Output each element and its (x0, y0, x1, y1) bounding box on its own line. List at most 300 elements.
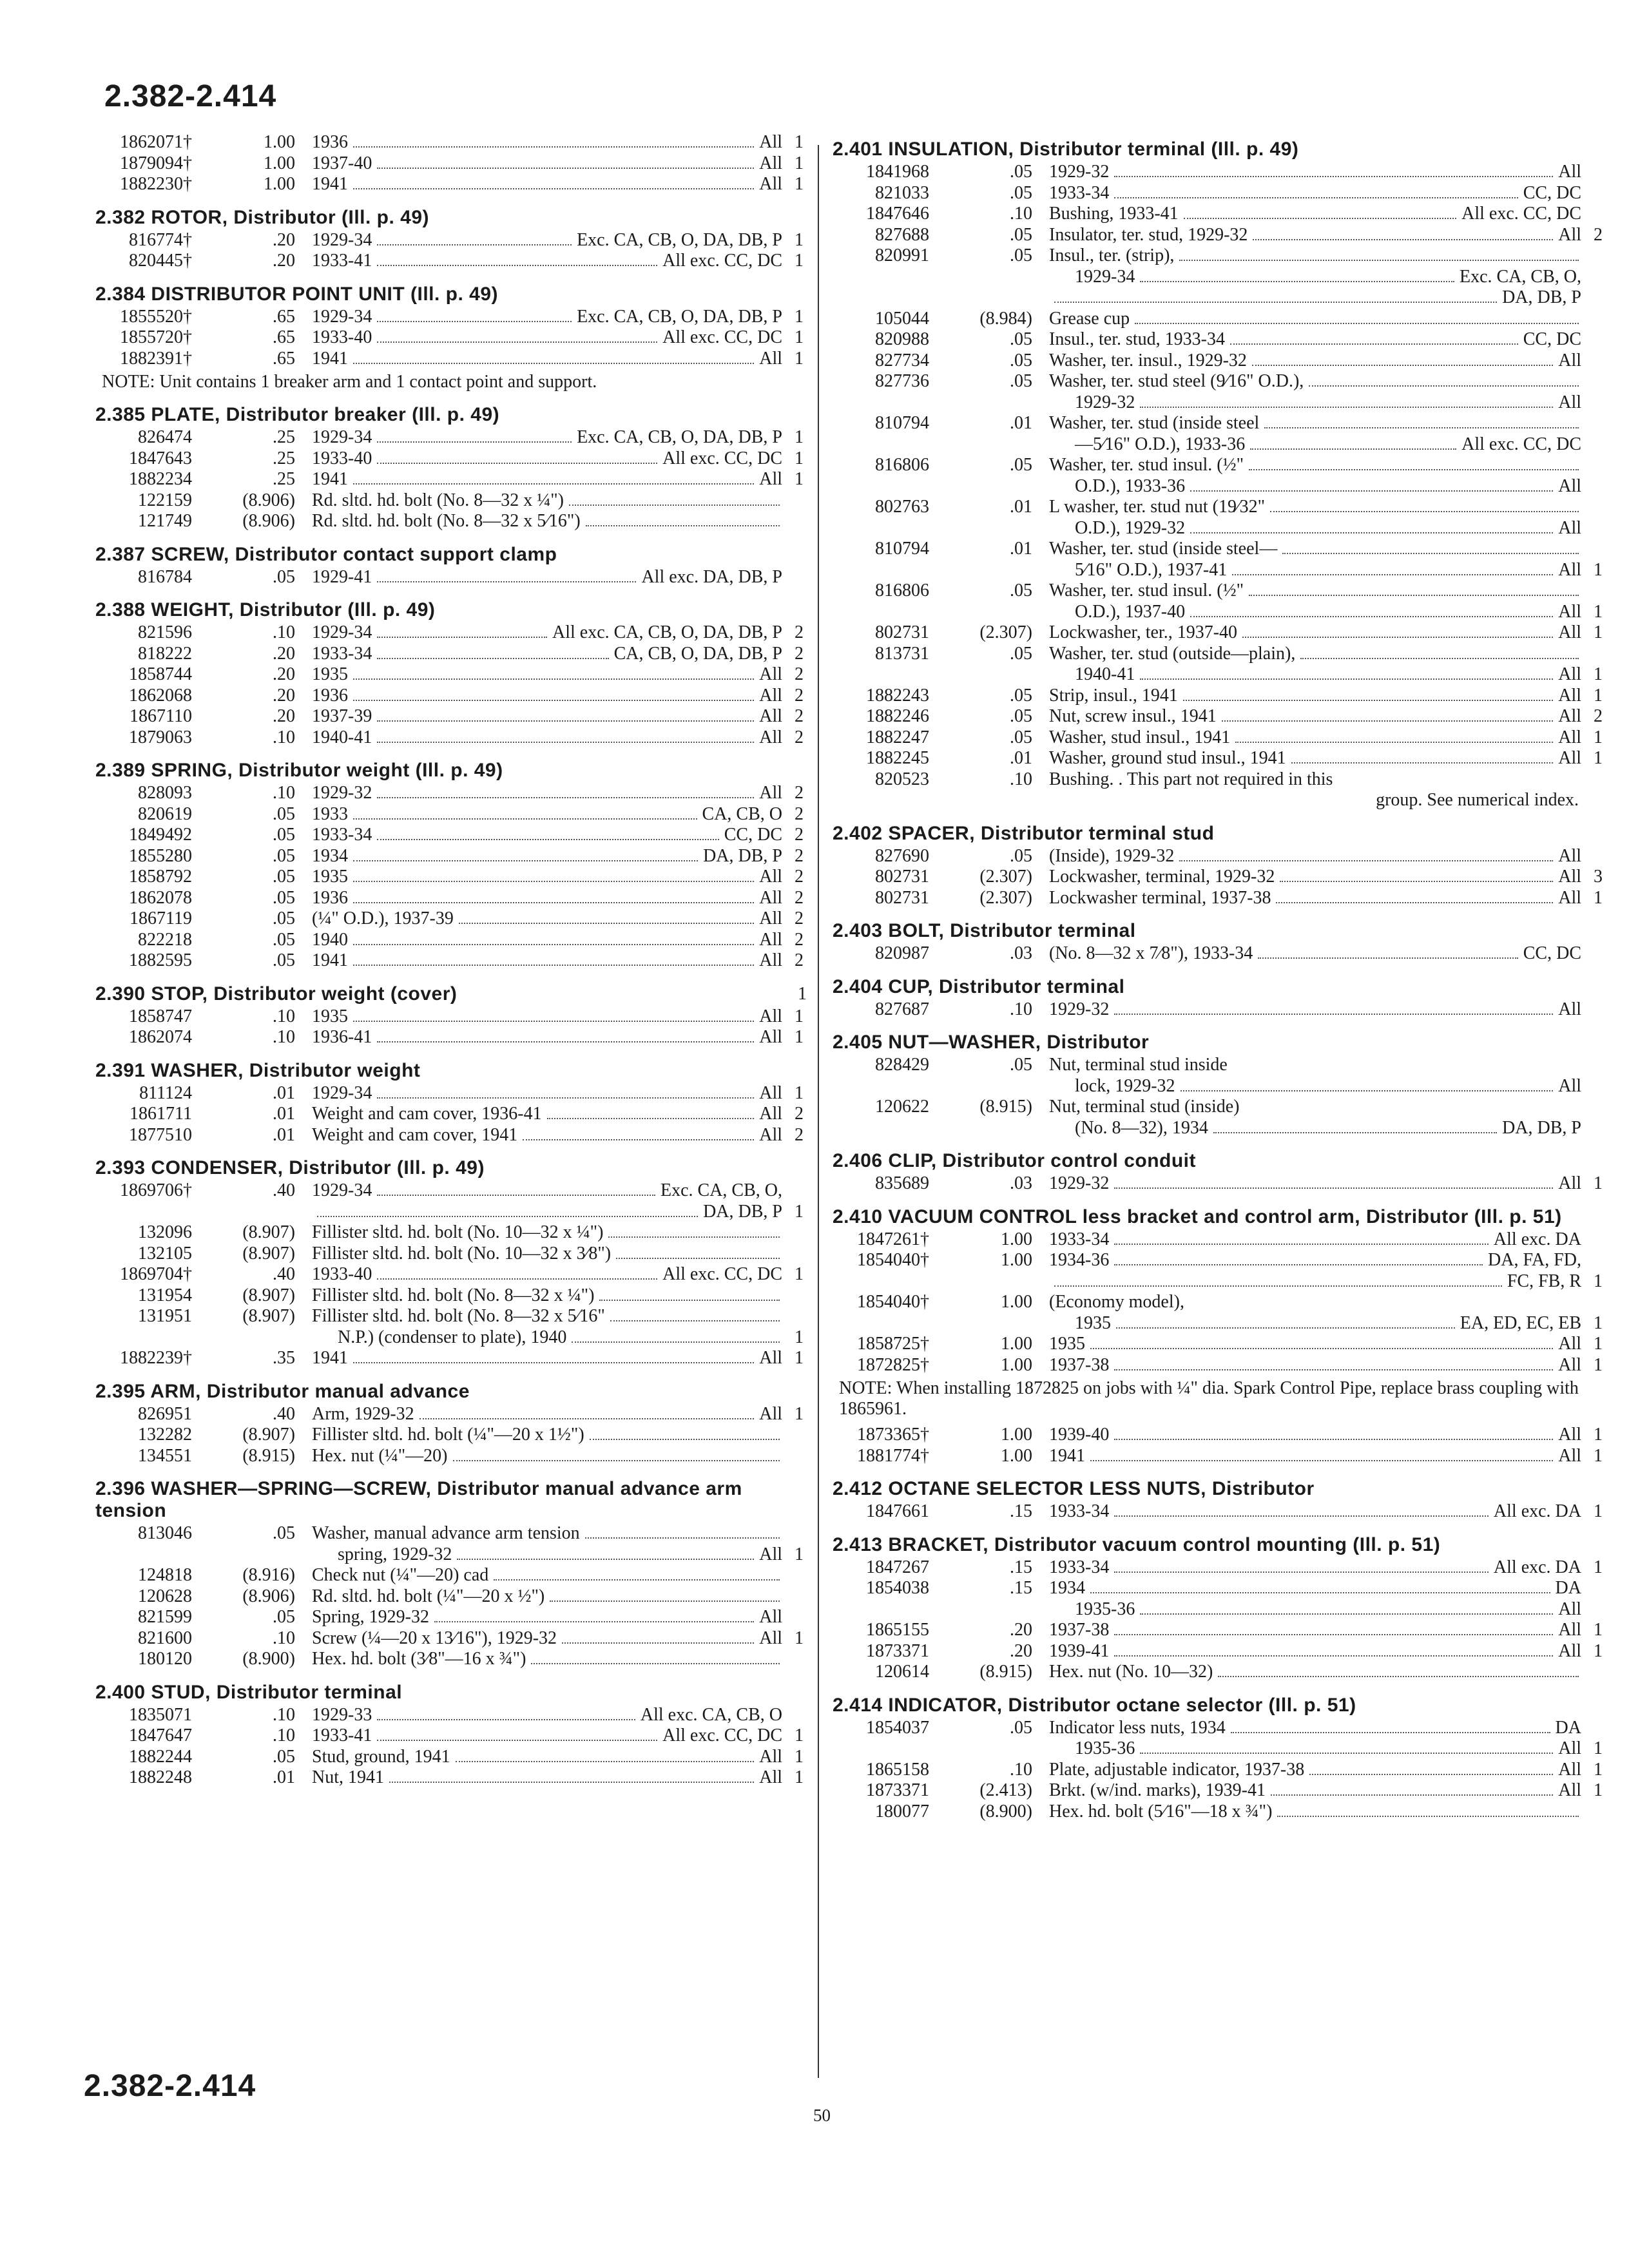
price: .25 (273, 448, 295, 468)
application: All (1556, 1425, 1581, 1446)
application: All (1556, 888, 1581, 909)
parts-row (826, 581, 1615, 602)
description-leader (312, 867, 782, 888)
dot-leader (1190, 616, 1553, 617)
part-number: 1847661 (866, 1501, 929, 1521)
description-leader (1049, 1334, 1581, 1355)
part-number: 180077 (875, 1801, 929, 1821)
part-number: 820987 (875, 943, 929, 963)
left-column (89, 132, 816, 1800)
description-leader (1075, 518, 1581, 539)
description-cell (312, 908, 782, 930)
part-number: 1862078 (129, 887, 192, 908)
quantity: 1 (1594, 1425, 1603, 1445)
part-number: 1865155 (866, 1620, 929, 1640)
section-heading: 2.400 STUD, Distributor terminal (95, 1681, 403, 1703)
dot-leader (1116, 1327, 1455, 1329)
description-cell (1049, 1578, 1581, 1599)
price: (8.906) (242, 490, 295, 510)
parts-section (826, 1032, 1615, 1139)
description-leader (312, 1649, 782, 1670)
description: 1935-36 (1075, 1738, 1137, 1760)
dot-leader (419, 1418, 755, 1419)
parts-section (89, 760, 816, 972)
description-cell (1049, 1173, 1581, 1195)
description-leader (1049, 727, 1581, 749)
application: DA, DB, P (700, 846, 782, 867)
parts-row (826, 497, 1615, 518)
parts-row (89, 1425, 816, 1446)
description: 1933-34 (1049, 1229, 1112, 1251)
price: .05 (273, 950, 295, 970)
parts-row (89, 1264, 816, 1285)
dot-leader (1242, 637, 1553, 638)
description-cell (1049, 1097, 1581, 1118)
description-cell (312, 1565, 782, 1586)
description-cell (1049, 162, 1581, 183)
price: .05 (273, 825, 295, 845)
description: 1934 (312, 846, 351, 867)
description-cell (312, 804, 782, 825)
section-title (833, 1150, 1615, 1172)
description: Rd. sltd. hd. bolt (No. 8—32 x 5⁄16") (312, 511, 583, 532)
price: (8.907) (242, 1285, 295, 1305)
description: 1933-41 (312, 1725, 374, 1747)
part-number: 1855280 (129, 845, 192, 866)
price: .05 (273, 1607, 295, 1627)
part-number: 802731 (875, 867, 929, 887)
application: All (1556, 846, 1581, 867)
description-leader (312, 1083, 782, 1104)
description-cell (1049, 245, 1581, 267)
application: CA, CB, O (700, 804, 782, 825)
description: 1941 (312, 1348, 351, 1369)
description: Washer, ground stud insul., 1941 (1049, 748, 1289, 769)
parts-row (826, 1738, 1615, 1760)
part-number: 1882247 (866, 727, 929, 747)
application: CC, DC (1521, 183, 1581, 204)
description-cell (312, 448, 782, 470)
price: .10 (273, 727, 295, 747)
parts-row (89, 1649, 816, 1670)
description-cell (312, 664, 782, 686)
part-number: 120614 (875, 1662, 929, 1682)
price: .10 (273, 783, 295, 803)
part-number: 1882234 (129, 469, 192, 489)
section-title (95, 404, 816, 426)
description: 1929-32 (1075, 392, 1137, 414)
parts-row (89, 327, 816, 349)
description-cell (1049, 581, 1581, 602)
price: .15 (1010, 1578, 1032, 1598)
price: 1.00 (264, 174, 295, 194)
section-title (833, 976, 1615, 998)
description-cell (1049, 183, 1581, 204)
description-leader (1075, 1738, 1581, 1760)
description: Rd. sltd. hd. bolt (¼"—20 x ½") (312, 1586, 547, 1608)
section-heading: 2.390 STOP, Distributor weight (cover) (95, 983, 458, 1004)
part-number: 822218 (138, 929, 192, 950)
parts-row (89, 1222, 816, 1244)
quantity: 2 (795, 664, 804, 684)
quantity: 1 (795, 174, 804, 194)
description: Nut, terminal stud inside (1049, 1055, 1230, 1076)
description-leader (1049, 162, 1581, 183)
parts-row (826, 727, 1615, 749)
section-heading: 2.412 OCTANE SELECTOR LESS NUTS, Distributor (833, 1478, 1315, 1499)
description-leader (312, 804, 782, 825)
description: group. See numerical index. (1376, 790, 1581, 811)
dot-leader (453, 1460, 780, 1461)
application: All (757, 727, 782, 749)
dot-leader (377, 1719, 635, 1720)
parts-row (89, 1083, 816, 1104)
description: 1933-40 (312, 1264, 374, 1285)
parts-row (826, 1334, 1615, 1355)
description-leader (312, 1607, 782, 1628)
dot-leader (1277, 1816, 1579, 1817)
dot-leader (1218, 1676, 1579, 1677)
application: All (757, 664, 782, 686)
dot-leader (572, 1341, 780, 1343)
description: Fillister sltd. hd. bolt (No. 10—32 x ¼") (312, 1222, 606, 1244)
description-leader (1049, 943, 1581, 965)
description-leader (1049, 888, 1581, 909)
description-cell (1049, 1501, 1581, 1523)
quantity: 1 (1594, 1640, 1603, 1661)
description-leader (1049, 1578, 1581, 1599)
description: 1933-41 (312, 251, 374, 272)
description-cell (312, 1180, 782, 1202)
parts-row (826, 943, 1615, 965)
application: All exc. CC, DC (660, 448, 782, 470)
description-leader (312, 1725, 782, 1747)
part-number: 1881774† (857, 1445, 929, 1466)
quantity: 2 (795, 727, 804, 747)
section-heading: 2.387 SCREW, Distributor contact support clamp (95, 543, 557, 565)
dot-leader (1114, 1369, 1553, 1370)
price: .20 (1010, 1640, 1032, 1661)
part-number: 180120 (138, 1649, 192, 1669)
description: Screw (¼—20 x 13⁄16"), 1929-32 (312, 1628, 559, 1649)
parts-row (826, 1055, 1615, 1076)
description-leader (1049, 999, 1581, 1021)
dot-leader (1270, 511, 1579, 512)
part-number: 1835071 (129, 1704, 192, 1725)
description: 1941 (312, 469, 351, 490)
description-cell (1049, 560, 1581, 581)
quantity: 1 (795, 251, 804, 271)
parts-row (89, 1586, 816, 1608)
dot-leader (1253, 239, 1553, 240)
application: All (1556, 1599, 1581, 1620)
description-leader (312, 469, 782, 490)
parts-row (826, 706, 1615, 727)
price: .40 (273, 1180, 295, 1200)
section-title (833, 920, 1615, 942)
part-number: 1877510 (129, 1124, 192, 1145)
parts-row (89, 1404, 816, 1425)
application: All (1556, 1641, 1581, 1662)
quantity: 1 (1594, 1620, 1603, 1640)
description-leader (1049, 1355, 1581, 1376)
description-leader (1049, 1501, 1581, 1523)
part-number: 828429 (875, 1055, 929, 1075)
description-leader (312, 846, 782, 867)
description-leader (1049, 329, 1581, 351)
description-cell (312, 511, 782, 532)
description: Weight and cam cover, 1936-41 (312, 1104, 545, 1125)
dot-leader (377, 1041, 754, 1043)
description-leader (1049, 1446, 1581, 1467)
description-cell (1049, 434, 1581, 456)
dot-leader (1190, 532, 1553, 533)
description-cell (1049, 1641, 1581, 1662)
description-cell (1049, 846, 1581, 867)
price: .40 (273, 1264, 295, 1284)
description: 1929-32 (312, 783, 374, 804)
price: .65 (273, 327, 295, 347)
price: (8.915) (979, 1662, 1032, 1682)
part-number: 821600 (138, 1628, 192, 1648)
dot-leader (377, 1097, 754, 1099)
description: 1934 (1049, 1578, 1088, 1599)
description-leader (312, 490, 782, 512)
description: Arm, 1929-32 (312, 1404, 417, 1425)
description-leader (1075, 1599, 1581, 1620)
part-number: 821599 (138, 1607, 192, 1627)
dot-leader (1114, 1634, 1553, 1635)
section-heading: 2.404 CUP, Distributor terminal (833, 975, 1125, 997)
description: 5⁄16" O.D.), 1937-41 (1075, 560, 1229, 581)
description-leader (312, 174, 782, 195)
parts-row (89, 1705, 816, 1726)
quantity: 2 (795, 706, 804, 726)
description-cell (1049, 497, 1581, 518)
part-number: 820523 (875, 769, 929, 789)
description-leader (1049, 1425, 1581, 1446)
description: Nut, screw insul., 1941 (1049, 706, 1219, 727)
quantity: 1 (795, 1403, 804, 1424)
dot-leader (353, 1021, 754, 1022)
part-number: 1882245 (866, 748, 929, 768)
description: Washer, stud insul., 1941 (1049, 727, 1233, 749)
description: L washer, ter. stud nut (19⁄32" (1049, 497, 1268, 518)
description: 1935 (312, 867, 351, 888)
price: .05 (1010, 371, 1032, 391)
description: Stud, ground, 1941 (312, 1747, 453, 1768)
application: All (757, 1348, 782, 1369)
dot-leader (377, 441, 572, 443)
parts-section (89, 284, 816, 393)
application: All (1556, 351, 1581, 372)
application: All (1556, 999, 1581, 1021)
dot-leader (1140, 1613, 1553, 1615)
dot-leader (1222, 720, 1553, 722)
description-leader (312, 1202, 782, 1223)
application: All exc. CC, DC (660, 1725, 782, 1747)
description: lock, 1929-32 (1075, 1076, 1178, 1097)
parts-row (89, 1628, 816, 1649)
part-number: 816774† (129, 229, 192, 250)
price: 1.00 (264, 153, 295, 173)
section-title (95, 1060, 816, 1082)
application: DA, DB, P (1499, 1118, 1581, 1139)
dot-leader (377, 637, 547, 638)
dot-leader (377, 581, 636, 582)
description-cell (312, 230, 782, 251)
price: 1.00 (1001, 1334, 1032, 1354)
quantity: 1 (795, 1027, 804, 1047)
description-leader (1049, 1620, 1581, 1641)
part-number: 813731 (875, 643, 929, 664)
dot-leader (610, 1320, 780, 1321)
description-leader (312, 644, 782, 665)
description-cell (1049, 1118, 1581, 1139)
parts-row (826, 434, 1615, 456)
description: Grease cup (1049, 309, 1132, 330)
parts-section (89, 207, 816, 272)
part-number: 1865158 (866, 1759, 929, 1780)
part-number: 132096 (138, 1222, 192, 1242)
parts-row (826, 1718, 1615, 1739)
part-number: 1867119 (130, 908, 192, 928)
description-leader (1049, 706, 1581, 727)
dot-leader (1114, 1439, 1553, 1440)
section-heading: 2.402 SPACER, Distributor terminal stud (833, 822, 1215, 844)
description: 1929-34 (312, 427, 374, 448)
section-note: NOTE: Unit contains 1 breaker arm and 1 contact point and support. (102, 372, 597, 392)
section-title (95, 760, 816, 782)
section-heading: 2.396 WASHER—SPRING—SCREW, Distributor manual advance arm tension (95, 1478, 742, 1521)
parts-section (826, 1206, 1615, 1467)
application: All (757, 1767, 782, 1789)
application: All (1556, 1446, 1581, 1467)
section-note: NOTE: When installing 1872825 on jobs with ¼" dia. Spark Control Pipe, replace brass coupling with 1865961. (839, 1378, 1579, 1419)
price: (8.907) (242, 1306, 295, 1326)
part-number: 1847643 (129, 448, 192, 468)
description-cell (312, 327, 782, 349)
quantity: 1 (1594, 1759, 1603, 1780)
part-number: 1854040† (857, 1250, 929, 1270)
description: 1933 (312, 804, 351, 825)
price: (8.906) (242, 511, 295, 531)
description: (Economy model), (1049, 1292, 1187, 1313)
description-leader (1049, 1557, 1581, 1579)
section-title (833, 139, 1615, 160)
description: 1936 (312, 132, 351, 153)
dot-leader (586, 525, 780, 526)
part-number: 1854037 (866, 1717, 929, 1738)
dot-leader (569, 505, 780, 506)
parts-row (826, 560, 1615, 581)
quantity: 1 (795, 306, 804, 327)
description: 1933-40 (312, 448, 374, 470)
description-leader (312, 427, 782, 448)
price: .05 (1010, 643, 1032, 664)
parts-row (826, 1641, 1615, 1662)
description-leader (1049, 1250, 1581, 1271)
description: 1937-40 (312, 153, 374, 175)
quantity: 1 (795, 448, 804, 468)
description: Rd. sltd. hd. bolt (No. 8—32 x ¼") (312, 490, 566, 512)
description-cell (312, 1446, 782, 1467)
application: All (757, 1125, 782, 1146)
part-number: 1882248 (129, 1767, 192, 1787)
description-leader (312, 153, 782, 175)
parts-row (826, 309, 1615, 330)
application: All (1556, 867, 1581, 888)
description-leader (1049, 846, 1581, 867)
description-cell (1049, 1076, 1581, 1097)
description: 1935 (312, 1006, 351, 1028)
part-number: 1855520† (120, 306, 192, 327)
quantity: 1 (795, 1746, 804, 1767)
application: All exc. DA (1491, 1229, 1581, 1251)
dot-leader (1090, 1592, 1550, 1593)
dot-leader (353, 483, 754, 485)
price: 1.00 (264, 132, 295, 152)
description-leader (312, 511, 782, 532)
price: (8.915) (979, 1097, 1032, 1117)
dot-leader (353, 146, 754, 148)
parts-row (826, 1229, 1615, 1251)
description-leader (312, 1705, 782, 1726)
section-title (833, 1534, 1615, 1556)
parts-row (89, 469, 816, 490)
part-number: 1882595 (129, 950, 192, 970)
quantity: 2 (795, 929, 804, 950)
quantity: 1 (1594, 748, 1603, 768)
part-number: 1873371 (866, 1640, 929, 1661)
application: All (1556, 1620, 1581, 1641)
application: All (757, 888, 782, 909)
parts-row (89, 825, 816, 846)
price: (2.307) (979, 867, 1032, 887)
description-cell (1049, 287, 1581, 309)
quantity: 2 (1594, 224, 1603, 245)
application: CC, DC (1521, 329, 1581, 351)
description: Bushing, 1933-41 (1049, 204, 1181, 225)
description: 1941 (312, 174, 351, 195)
description-leader (1049, 1641, 1581, 1662)
description: Hex. hd. bolt (3⁄8"—16 x ¾") (312, 1649, 528, 1670)
dot-leader (457, 1559, 754, 1560)
price: .20 (273, 643, 295, 664)
application: All (757, 783, 782, 804)
dot-leader (377, 244, 572, 245)
description-cell (312, 1306, 782, 1327)
parts-row (826, 1250, 1615, 1271)
parts-row (89, 153, 816, 175)
description: Hex. nut (No. 10—32) (1049, 1662, 1215, 1683)
application: CC, DC (722, 825, 782, 846)
application: All exc. CC, DC (1459, 204, 1581, 225)
quantity: 2 (795, 622, 804, 642)
application: All (1556, 225, 1581, 246)
parts-row (89, 867, 816, 888)
description-cell (312, 1125, 782, 1146)
description: Fillister sltd. hd. bolt (No. 10—32 x 3⁄8") (312, 1244, 613, 1265)
description-cell (312, 1083, 782, 1104)
description-leader (1075, 392, 1581, 414)
description-leader (1049, 1780, 1581, 1802)
description-cell (1049, 539, 1581, 560)
quantity: 2 (795, 845, 804, 866)
description: Lockwasher, ter., 1937-40 (1049, 622, 1240, 644)
parts-row (89, 1180, 816, 1202)
description-leader (312, 1446, 782, 1467)
